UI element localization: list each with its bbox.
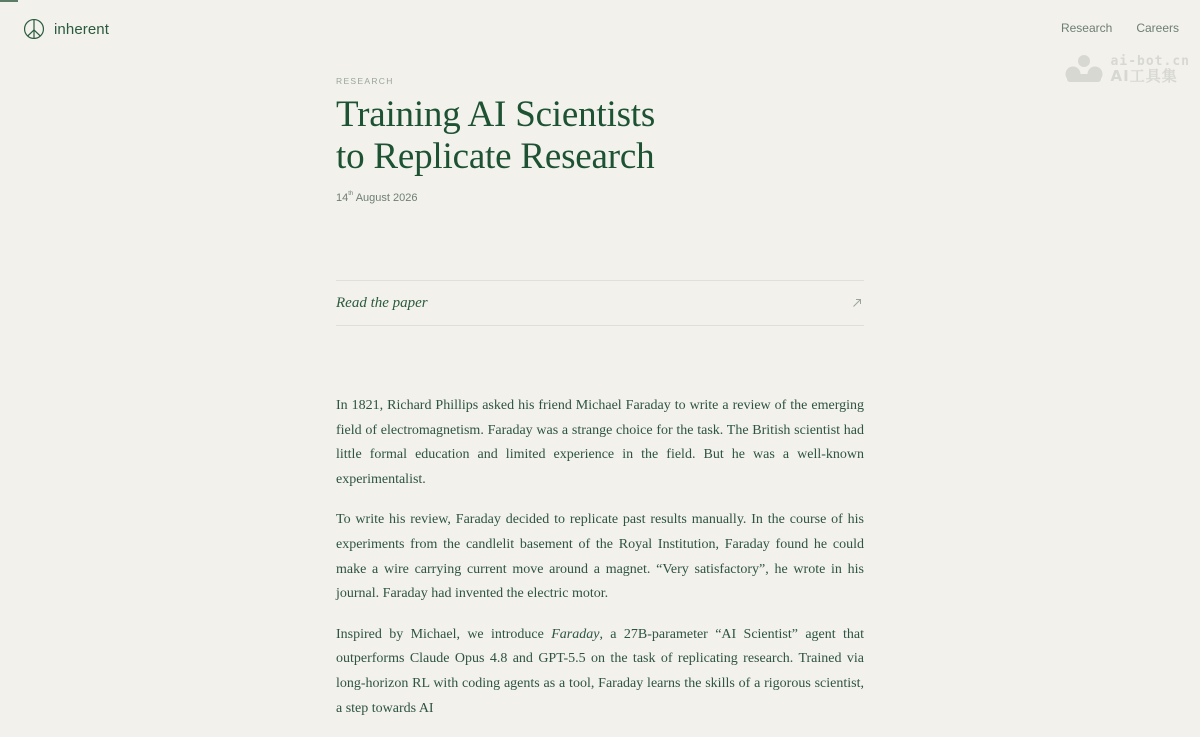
arrow-up-right-icon xyxy=(852,298,862,308)
read-paper-label: Read the paper xyxy=(336,294,428,311)
watermark-domain: ai-bot.cn xyxy=(1110,53,1190,69)
article-header xyxy=(336,76,864,204)
body-paragraph-1: In 1821, Richard Phillips asked his friend Michael Faraday to write a review of the emerging field of electromagnetism. Faraday was a strange choice for the task. The British scientist had little formal education and limited experience in the field. But he was a well-known experimentalist. xyxy=(336,398,864,487)
site-header xyxy=(0,0,1200,60)
article-title-line-1: Training AI Scientists xyxy=(336,94,656,135)
article-title-line-2: to Replicate Research xyxy=(336,136,655,177)
article-category: RESEARCH xyxy=(336,76,394,86)
top-nav xyxy=(1061,21,1179,35)
article-title xyxy=(336,94,864,178)
watermark-brand: AI工具集 xyxy=(1110,66,1178,85)
brand-logo-link[interactable] xyxy=(23,18,109,40)
body-paragraph-3 xyxy=(336,623,864,721)
date-suffix: th xyxy=(348,191,354,197)
faraday-emphasis: Faraday xyxy=(551,626,600,642)
brand-name: inherent xyxy=(54,20,110,38)
nav-link-careers[interactable]: Careers xyxy=(1136,21,1179,35)
article-body xyxy=(336,394,864,737)
watermark xyxy=(1063,54,1190,84)
watermark-logo-icon xyxy=(1063,54,1105,84)
peace-sign-icon xyxy=(23,18,45,40)
body-paragraph-3-start: Inspired by Michael, we introduce xyxy=(336,626,552,642)
nav-link-research[interactable]: Research xyxy=(1060,21,1113,35)
body-paragraph-3-rest: , a 27B-parameter “AI Scientist” agent that outperforms Claude Opus 4.8 and GPT-5.5 on the task of replicating research. Trained via long-horizon RL with coding agents as a tool, Faraday learns the skills of a rigorous scientist, a step towards AI xyxy=(336,626,864,716)
date-month-year: August 2026 xyxy=(353,192,418,204)
article-date xyxy=(336,192,864,204)
read-paper-link[interactable] xyxy=(336,280,864,326)
body-paragraph-2: To write his review, Faraday decided to replicate past results manually. In the course of his experiments from the candlelit basement of the Royal Institution, Faraday found he could make a wire carrying current move around a magnet. “Very satisfactory”, he wrote in his journal. Faraday had invented the electric motor. xyxy=(336,512,864,602)
date-day: 14 xyxy=(336,192,349,204)
